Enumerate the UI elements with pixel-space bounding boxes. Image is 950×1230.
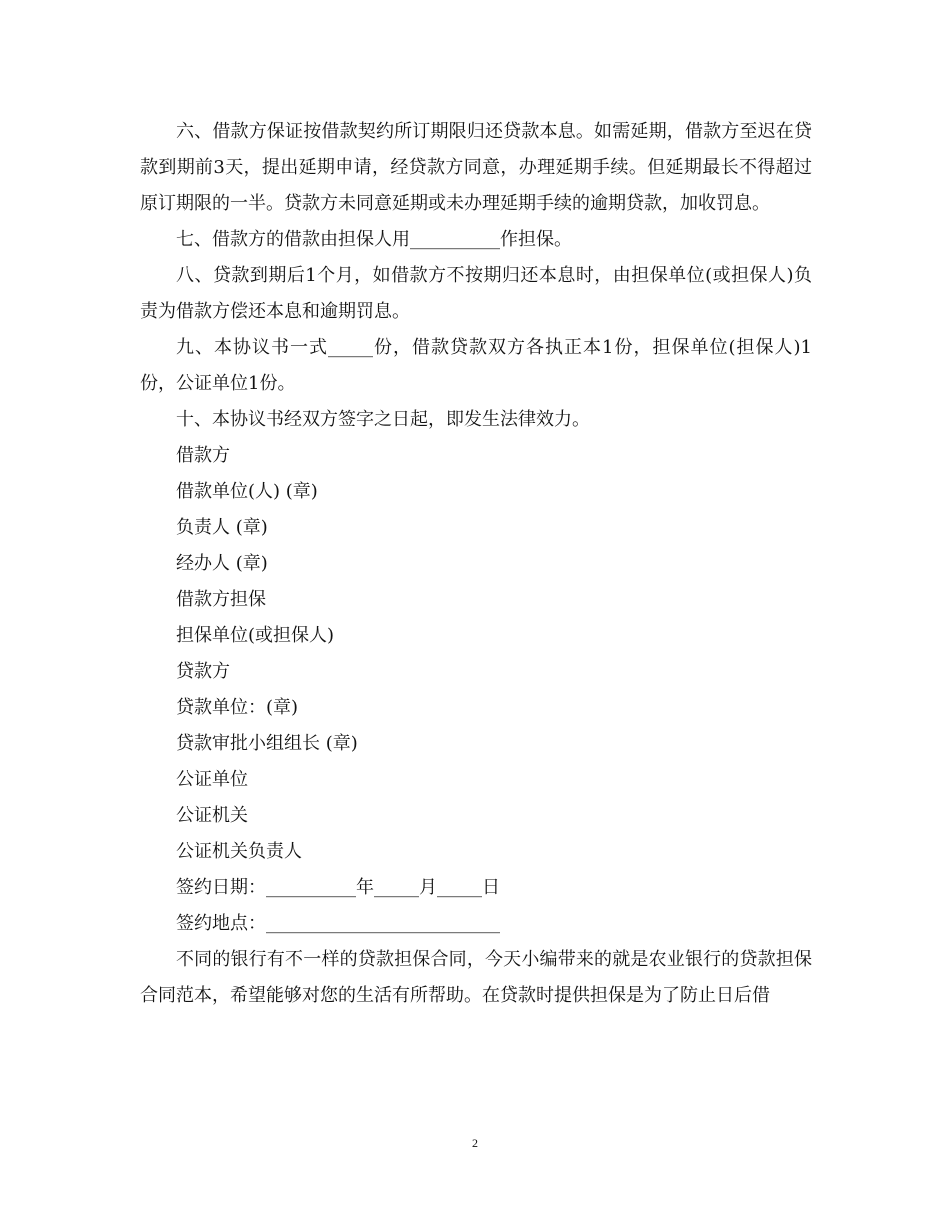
guarantor-unit-line: 担保单位(或担保人)	[176, 625, 335, 646]
borrower-unit-line: 借款单位(人) (章)	[176, 481, 318, 502]
lender-unit-line: 贷款单位：(章)	[176, 697, 299, 718]
document-body	[140, 114, 812, 1014]
clause-eight-paragraph: 八、贷款到期后1个月，如借款方不按期归还本息时，由担保单位(或担保人)负责为借款方偿还本息和逾期罚息。	[140, 265, 812, 322]
loan-approval-leader-line: 贷款审批小组组长 (章)	[176, 733, 358, 754]
lender-heading: 贷款方	[176, 661, 230, 682]
notary-unit-line: 公证单位	[176, 769, 248, 790]
borrower-heading: 借款方	[176, 445, 230, 466]
responsible-person-line: 负责人 (章)	[176, 517, 268, 538]
clause-seven-paragraph: 七、借款方的借款由担保人用__________作担保。	[176, 229, 572, 250]
clause-six-paragraph: 六、借款方保证按借款契约所订期限归还贷款本息。如需延期，借款方至迟在贷款到期前3天，提出延期申请，经贷款方同意，办理延期手续。但延期最长不得超过原订期限的一半。贷款方未同意延期或未办理延期手续的逾期贷款，加收罚息。	[140, 121, 812, 214]
borrower-guarantee-heading: 借款方担保	[176, 589, 266, 610]
notary-office-head-line: 公证机关负责人	[176, 841, 302, 862]
clause-ten-paragraph: 十、本协议书经双方签字之日起，即发生法律效力。	[176, 409, 590, 430]
handler-line: 经办人 (章)	[176, 553, 268, 574]
closing-paragraph: 不同的银行有不一样的贷款担保合同，今天小编带来的就是农业银行的贷款担保合同范本，希望能够对您的生活有所帮助。在贷款时提供担保是为了防止日后借	[140, 949, 812, 1006]
signing-place-line: 签约地点：__________________________	[176, 913, 500, 934]
clause-nine-paragraph: 九、本协议书一式_____份，借款贷款双方各执正本1份，担保单位(担保人)1份，公证单位1份。	[140, 337, 812, 394]
page-number: 2	[472, 1136, 478, 1150]
signing-date-line: 签约日期：__________年_____月_____日	[176, 877, 500, 898]
notary-office-line: 公证机关	[176, 805, 248, 826]
